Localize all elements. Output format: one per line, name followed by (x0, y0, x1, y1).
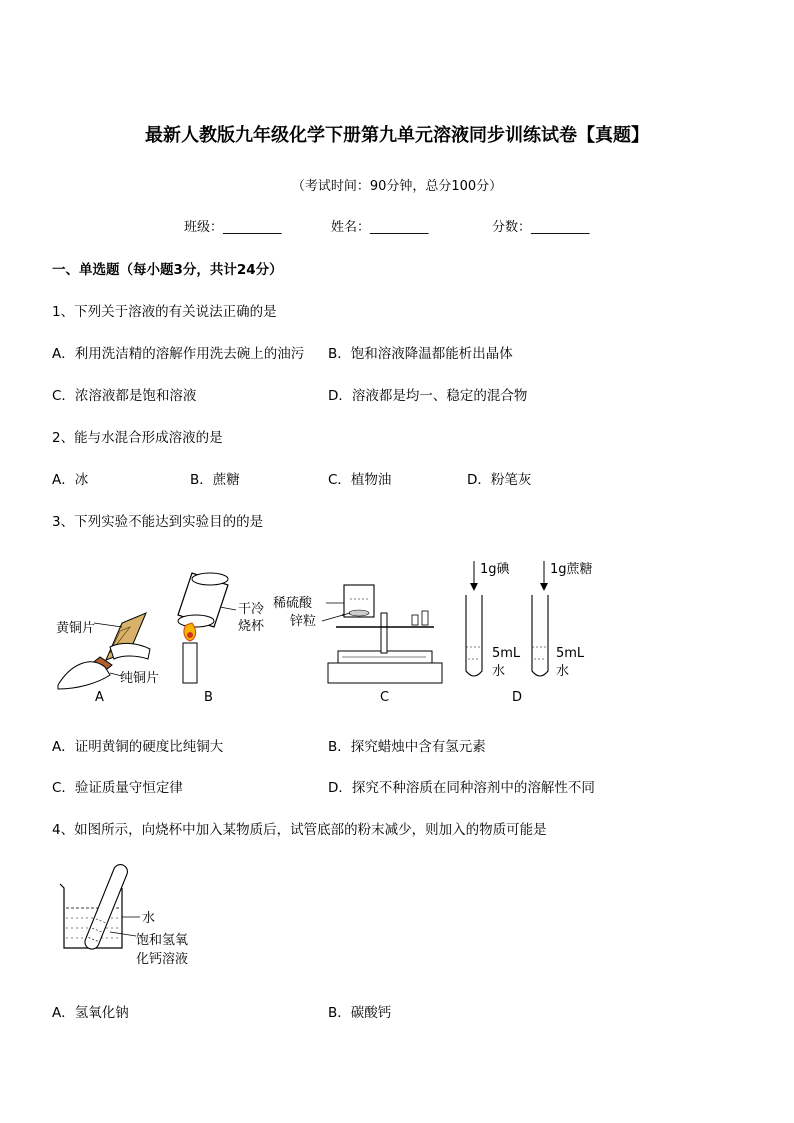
q3-option-c: C．验证质量守恒定律 (52, 780, 183, 796)
label-saturated-line1: 饱和氢氧 (136, 933, 189, 948)
label-copper-plate: 纯铜片 (120, 671, 160, 686)
label-5ml-2: 5mL (556, 646, 585, 661)
label-5ml-1: 5mL (492, 646, 521, 661)
figure-b-candle-diagram (178, 573, 265, 705)
class-field: 班级：_________ (184, 220, 282, 235)
q1-option-c: C．浓溶液都是饱和溶液 (52, 388, 197, 404)
figure-c-balance-diagram (273, 585, 442, 705)
caption-c: C (380, 690, 390, 705)
q4-beaker-figure (56, 862, 216, 972)
q1-option-a: A．利用洗洁精的溶解作用洗去碗上的油污 (52, 346, 305, 362)
label-beaker: 烧杯 (238, 619, 265, 634)
label-zinc: 锌粒 (290, 614, 317, 629)
label-iodine: 1g碘 (480, 562, 510, 577)
label-water-1: 水 (492, 664, 506, 679)
question-3-stem: 3、下列实验不能达到实验目的的是 (52, 514, 264, 530)
label-brass-plate: 黄铜片 (56, 621, 96, 636)
caption-d: D (512, 690, 523, 705)
question-2-stem: 2、能与水混合形成溶液的是 (52, 430, 223, 446)
label-sucrose: 1g蔗糖 (550, 562, 593, 577)
q3-option-a: A．证明黄铜的硬度比纯铜大 (52, 739, 224, 755)
q4-option-b: B．碳酸钙 (328, 1005, 392, 1021)
section-heading: 一、单选题（每小题3分，共计24分） (52, 262, 283, 278)
caption-a: A (95, 690, 104, 705)
q3-experiment-figure (50, 555, 610, 710)
name-field: 姓名：_________ (331, 220, 429, 235)
label-saturated-line2: 化钙溶液 (136, 952, 189, 967)
question-1-stem: 1、下列关于溶液的有关说法正确的是 (52, 304, 277, 320)
page-title: 最新人教版九年级化学下册第九单元溶液同步训练试卷【真题】 (145, 125, 649, 146)
question-4-stem: 4、如图所示，向烧杯中加入某物质后，试管底部的粉末减少，则加入的物质可能是 (52, 822, 547, 838)
figure-d-tubes-diagram (466, 561, 593, 705)
q2-option-a: A．冰 (52, 472, 89, 488)
q2-option-b: B．蔗糖 (190, 472, 240, 488)
figure-a-plates-diagram (56, 613, 159, 705)
q3-option-b: B．探究蜡烛中含有氢元素 (328, 739, 486, 755)
q4-option-a: A．氢氧化钠 (52, 1005, 129, 1021)
q3-option-d: D．探究不种溶质在同种溶剂中的溶解性不同 (328, 780, 595, 796)
exam-subtitle: （考试时间：90分钟，总分100分） (291, 179, 503, 194)
label-water: 水 (142, 911, 156, 926)
q1-option-b: B．饱和溶液降温都能析出晶体 (328, 346, 513, 362)
q2-option-d: D．粉笔灰 (467, 472, 532, 488)
label-water-2: 水 (556, 664, 570, 679)
label-dilute-acid: 稀硫酸 (273, 596, 313, 611)
score-field: 分数：_________ (492, 220, 590, 235)
caption-b: B (204, 690, 213, 705)
label-dry-cold: 干冷 (238, 602, 265, 617)
q2-option-c: C．植物油 (328, 472, 392, 488)
q1-option-d: D．溶液都是均一、稳定的混合物 (328, 388, 528, 404)
